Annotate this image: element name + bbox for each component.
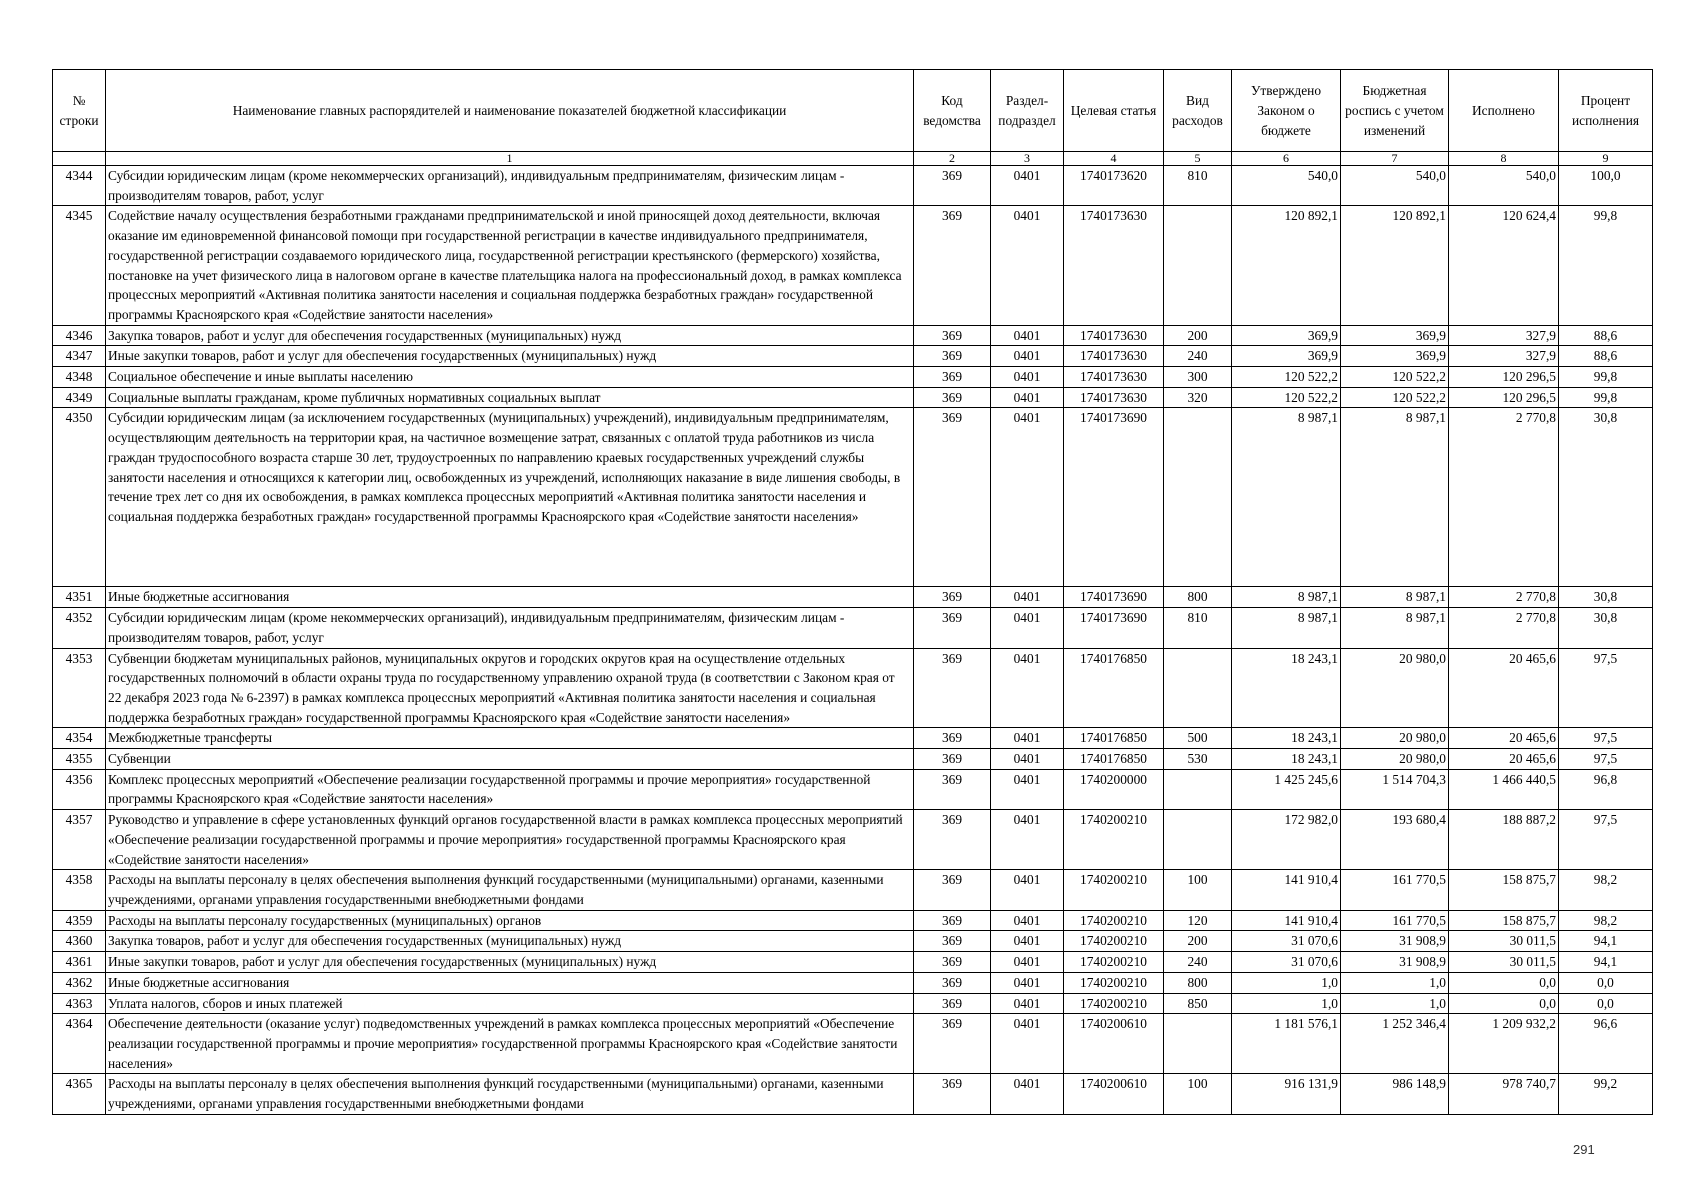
expense-type [1164, 648, 1232, 728]
expense-type: 800 [1164, 972, 1232, 993]
section-code: 0401 [991, 346, 1064, 367]
budget-amount: 1,0 [1341, 993, 1449, 1014]
percent-value: 0,0 [1559, 993, 1653, 1014]
target-code: 1740200000 [1064, 769, 1164, 809]
header-exp-type: Вид расходов [1164, 70, 1232, 152]
row-name: Субсидии юридическим лицам (кроме некоммерческих организаций), индивидуальным предпринимателям, физическим лицам - производителям товаров, работ, услуг [106, 608, 914, 648]
column-number: 8 [1449, 152, 1559, 166]
approved-amount: 8 987,1 [1232, 408, 1341, 587]
executed-amount: 2 770,8 [1449, 408, 1559, 587]
budget-amount: 8 987,1 [1341, 608, 1449, 648]
expense-type: 300 [1164, 367, 1232, 388]
approved-amount: 141 910,4 [1232, 870, 1341, 910]
percent-value: 100,0 [1559, 166, 1653, 206]
expense-type [1164, 810, 1232, 870]
row-name: Комплекс процессных мероприятий «Обеспечение реализации государственной программы и прочие мероприятия» государственной программы Красноярского края «Содействие занятости населения» [106, 769, 914, 809]
percent-value: 30,8 [1559, 608, 1653, 648]
row-number: 4346 [53, 325, 106, 346]
dept-code: 369 [914, 587, 991, 608]
dept-code: 369 [914, 1014, 991, 1074]
table-row [53, 387, 1653, 408]
executed-amount: 120 624,4 [1449, 206, 1559, 325]
target-code: 1740173630 [1064, 206, 1164, 325]
header-section: Раздел-подраздел [991, 70, 1064, 152]
section-code: 0401 [991, 993, 1064, 1014]
header-budget-list: Бюджетная роспись с учетом изменений [1341, 70, 1449, 152]
dept-code: 369 [914, 972, 991, 993]
expense-type: 200 [1164, 931, 1232, 952]
target-code: 1740200210 [1064, 810, 1164, 870]
column-number: 1 [106, 152, 914, 166]
target-code: 1740173620 [1064, 166, 1164, 206]
target-code: 1740173690 [1064, 408, 1164, 587]
dept-code: 369 [914, 206, 991, 325]
section-code: 0401 [991, 952, 1064, 973]
dept-code: 369 [914, 367, 991, 388]
budget-amount: 193 680,4 [1341, 810, 1449, 870]
target-code: 1740176850 [1064, 749, 1164, 770]
row-name: Расходы на выплаты персоналу в целях обеспечения выполнения функций государственными (муниципальными) органами, казенными учреждениями, органами управления государственными внебюджетными фондами [106, 870, 914, 910]
row-name: Субсидии юридическим лицам (за исключением государственных (муниципальных) учреждений), индивидуальным предпринимателям, осуществляющим деятельность на территории края, на частичное возмещение затрат, связанных с оплатой труда работников из числа граждан трудоспособного возраста старше 30 лет, трудоустроенных по направлению краевых государственных учреждений службы занятости населения и относящихся к категории лиц, освобожденных из учреждений, исполняющих наказание в виде лишения свободы, в течение трех лет со дня их освобождения, в рамках комплекса процессных мероприятий «Активная политика занятости населения и социальная поддержка безработных граждан» государственной программы Красноярского края «Содействие занятости населения» [106, 408, 914, 587]
page-number: 291 [1573, 1142, 1595, 1157]
column-numbers-row [53, 152, 1653, 166]
row-number: 4344 [53, 166, 106, 206]
row-number: 4355 [53, 749, 106, 770]
column-number: 9 [1559, 152, 1653, 166]
budget-table [52, 69, 1653, 1115]
table-row [53, 749, 1653, 770]
target-code: 1740173630 [1064, 325, 1164, 346]
approved-amount: 1 181 576,1 [1232, 1014, 1341, 1074]
dept-code: 369 [914, 1074, 991, 1114]
target-code: 1740173630 [1064, 387, 1164, 408]
row-name: Уплата налогов, сборов и иных платежей [106, 993, 914, 1014]
table-row [53, 206, 1653, 325]
approved-amount: 1 425 245,6 [1232, 769, 1341, 809]
section-code: 0401 [991, 931, 1064, 952]
executed-amount: 20 465,6 [1449, 749, 1559, 770]
approved-amount: 172 982,0 [1232, 810, 1341, 870]
executed-amount: 20 465,6 [1449, 728, 1559, 749]
row-name: Иные бюджетные ассигнования [106, 972, 914, 993]
budget-amount: 120 522,2 [1341, 387, 1449, 408]
target-code: 1740176850 [1064, 648, 1164, 728]
expense-type: 120 [1164, 910, 1232, 931]
table-row [53, 346, 1653, 367]
header-percent: Процент исполнения [1559, 70, 1653, 152]
approved-amount: 18 243,1 [1232, 648, 1341, 728]
row-number: 4348 [53, 367, 106, 388]
approved-amount: 120 522,2 [1232, 387, 1341, 408]
row-name: Закупка товаров, работ и услуг для обеспечения государственных (муниципальных) нужд [106, 325, 914, 346]
section-code: 0401 [991, 810, 1064, 870]
percent-value: 98,2 [1559, 870, 1653, 910]
row-number: 4362 [53, 972, 106, 993]
row-name: Иные бюджетные ассигнования [106, 587, 914, 608]
expense-type: 100 [1164, 1074, 1232, 1114]
expense-type: 810 [1164, 166, 1232, 206]
budget-amount: 120 522,2 [1341, 367, 1449, 388]
percent-value: 97,5 [1559, 728, 1653, 749]
section-code: 0401 [991, 206, 1064, 325]
target-code: 1740173630 [1064, 346, 1164, 367]
table-row [53, 931, 1653, 952]
column-number: 2 [914, 152, 991, 166]
percent-value: 88,6 [1559, 346, 1653, 367]
expense-type [1164, 408, 1232, 587]
column-number [53, 152, 106, 166]
budget-amount: 986 148,9 [1341, 1074, 1449, 1114]
section-code: 0401 [991, 648, 1064, 728]
executed-amount: 30 011,5 [1449, 931, 1559, 952]
column-number: 4 [1064, 152, 1164, 166]
executed-amount: 120 296,5 [1449, 387, 1559, 408]
expense-type: 530 [1164, 749, 1232, 770]
target-code: 1740173690 [1064, 587, 1164, 608]
budget-amount: 20 980,0 [1341, 648, 1449, 728]
budget-amount: 161 770,5 [1341, 870, 1449, 910]
row-name: Иные закупки товаров, работ и услуг для обеспечения государственных (муниципальных) нужд [106, 952, 914, 973]
executed-amount: 978 740,7 [1449, 1074, 1559, 1114]
target-code: 1740173630 [1064, 367, 1164, 388]
row-number: 4354 [53, 728, 106, 749]
row-name: Закупка товаров, работ и услуг для обеспечения государственных (муниципальных) нужд [106, 931, 914, 952]
approved-amount: 120 892,1 [1232, 206, 1341, 325]
approved-amount: 1,0 [1232, 993, 1341, 1014]
table-row [53, 408, 1653, 587]
row-name: Социальное обеспечение и иные выплаты населению [106, 367, 914, 388]
target-code: 1740200210 [1064, 952, 1164, 973]
column-number: 5 [1164, 152, 1232, 166]
target-code: 1740200210 [1064, 931, 1164, 952]
budget-amount: 20 980,0 [1341, 749, 1449, 770]
dept-code: 369 [914, 769, 991, 809]
column-number: 3 [991, 152, 1064, 166]
section-code: 0401 [991, 870, 1064, 910]
approved-amount: 540,0 [1232, 166, 1341, 206]
table-row [53, 608, 1653, 648]
table-row [53, 728, 1653, 749]
target-code: 1740200210 [1064, 993, 1164, 1014]
budget-amount: 1 514 704,3 [1341, 769, 1449, 809]
dept-code: 369 [914, 952, 991, 973]
approved-amount: 18 243,1 [1232, 728, 1341, 749]
dept-code: 369 [914, 810, 991, 870]
executed-amount: 327,9 [1449, 346, 1559, 367]
approved-amount: 8 987,1 [1232, 608, 1341, 648]
percent-value: 96,6 [1559, 1014, 1653, 1074]
dept-code: 369 [914, 749, 991, 770]
row-name: Межбюджетные трансферты [106, 728, 914, 749]
approved-amount: 141 910,4 [1232, 910, 1341, 931]
section-code: 0401 [991, 769, 1064, 809]
row-number: 4356 [53, 769, 106, 809]
budget-amount: 369,9 [1341, 346, 1449, 367]
percent-value: 97,5 [1559, 749, 1653, 770]
section-code: 0401 [991, 587, 1064, 608]
percent-value: 94,1 [1559, 931, 1653, 952]
section-code: 0401 [991, 1074, 1064, 1114]
table-row [53, 910, 1653, 931]
executed-amount: 30 011,5 [1449, 952, 1559, 973]
row-number: 4351 [53, 587, 106, 608]
dept-code: 369 [914, 608, 991, 648]
expense-type: 320 [1164, 387, 1232, 408]
budget-amount: 8 987,1 [1341, 587, 1449, 608]
percent-value: 99,2 [1559, 1074, 1653, 1114]
row-name: Социальные выплаты гражданам, кроме публичных нормативных социальных выплат [106, 387, 914, 408]
table-row [53, 769, 1653, 809]
row-number: 4347 [53, 346, 106, 367]
expense-type [1164, 769, 1232, 809]
row-number: 4364 [53, 1014, 106, 1074]
budget-amount: 1 252 346,4 [1341, 1014, 1449, 1074]
section-code: 0401 [991, 1014, 1064, 1074]
approved-amount: 1,0 [1232, 972, 1341, 993]
table-row [53, 810, 1653, 870]
dept-code: 369 [914, 648, 991, 728]
percent-value: 99,8 [1559, 206, 1653, 325]
budget-amount: 120 892,1 [1341, 206, 1449, 325]
header-executed: Исполнено [1449, 70, 1559, 152]
header-name: Наименование главных распорядителей и наименование показателей бюджетной классификации [106, 70, 914, 152]
dept-code: 369 [914, 993, 991, 1014]
dept-code: 369 [914, 910, 991, 931]
column-number: 6 [1232, 152, 1341, 166]
row-number: 4365 [53, 1074, 106, 1114]
approved-amount: 369,9 [1232, 325, 1341, 346]
approved-amount: 31 070,6 [1232, 931, 1341, 952]
expense-type: 800 [1164, 587, 1232, 608]
budget-amount: 161 770,5 [1341, 910, 1449, 931]
dept-code: 369 [914, 166, 991, 206]
row-number: 4361 [53, 952, 106, 973]
row-name: Расходы на выплаты персоналу в целях обеспечения выполнения функций государственными (муниципальными) органами, казенными учреждениями, органами управления государственными внебюджетными фондами [106, 1074, 914, 1114]
target-code: 1740176850 [1064, 728, 1164, 749]
header-target: Целевая статья [1064, 70, 1164, 152]
target-code: 1740200210 [1064, 972, 1164, 993]
section-code: 0401 [991, 166, 1064, 206]
table-row [53, 367, 1653, 388]
executed-amount: 0,0 [1449, 972, 1559, 993]
approved-amount: 31 070,6 [1232, 952, 1341, 973]
budget-amount: 20 980,0 [1341, 728, 1449, 749]
section-code: 0401 [991, 367, 1064, 388]
expense-type: 500 [1164, 728, 1232, 749]
row-number: 4357 [53, 810, 106, 870]
target-code: 1740173690 [1064, 608, 1164, 648]
header-row-no: № строки [53, 70, 106, 152]
dept-code: 369 [914, 387, 991, 408]
percent-value: 97,5 [1559, 810, 1653, 870]
executed-amount: 188 887,2 [1449, 810, 1559, 870]
expense-type: 200 [1164, 325, 1232, 346]
percent-value: 88,6 [1559, 325, 1653, 346]
expense-type: 100 [1164, 870, 1232, 910]
table-row [53, 1074, 1653, 1114]
executed-amount: 158 875,7 [1449, 910, 1559, 931]
dept-code: 369 [914, 325, 991, 346]
target-code: 1740200610 [1064, 1074, 1164, 1114]
dept-code: 369 [914, 931, 991, 952]
percent-value: 99,8 [1559, 367, 1653, 388]
table-row [53, 1014, 1653, 1074]
row-name: Руководство и управление в сфере установленных функций органов государственной власти в рамках комплекса процессных мероприятий «Обеспечение реализации государственной программы и прочие мероприятия» государственной программы Красноярского края «Содействие занятости населения» [106, 810, 914, 870]
executed-amount: 2 770,8 [1449, 608, 1559, 648]
percent-value: 30,8 [1559, 408, 1653, 587]
row-number: 4353 [53, 648, 106, 728]
target-code: 1740200210 [1064, 910, 1164, 931]
budget-amount: 540,0 [1341, 166, 1449, 206]
header-dept-code: Код ведомства [914, 70, 991, 152]
expense-type [1164, 206, 1232, 325]
column-number: 7 [1341, 152, 1449, 166]
budget-amount: 31 908,9 [1341, 931, 1449, 952]
row-name: Субвенции бюджетам муниципальных районов, муниципальных округов и городских округов края на осуществление отдельных государственных полномочий в области охраны труда по государственному управлению охраной труда (в соответствии с Законом края от 22 декабря 2023 года № 6-2397) в рамках комплекса процессных мероприятий «Активная политика занятости населения и социальная поддержка безработных граждан» государственной программы Красноярского края «Содействие занятости населения» [106, 648, 914, 728]
section-code: 0401 [991, 608, 1064, 648]
approved-amount: 18 243,1 [1232, 749, 1341, 770]
row-name: Расходы на выплаты персоналу государственных (муниципальных) органов [106, 910, 914, 931]
row-number: 4359 [53, 910, 106, 931]
row-number: 4360 [53, 931, 106, 952]
budget-amount: 31 908,9 [1341, 952, 1449, 973]
section-code: 0401 [991, 749, 1064, 770]
executed-amount: 1 209 932,2 [1449, 1014, 1559, 1074]
budget-amount: 369,9 [1341, 325, 1449, 346]
dept-code: 369 [914, 870, 991, 910]
section-code: 0401 [991, 728, 1064, 749]
section-code: 0401 [991, 972, 1064, 993]
table-row [53, 993, 1653, 1014]
expense-type: 850 [1164, 993, 1232, 1014]
percent-value: 97,5 [1559, 648, 1653, 728]
section-code: 0401 [991, 408, 1064, 587]
dept-code: 369 [914, 346, 991, 367]
percent-value: 94,1 [1559, 952, 1653, 973]
executed-amount: 327,9 [1449, 325, 1559, 346]
header-row [53, 70, 1653, 152]
table-row [53, 166, 1653, 206]
executed-amount: 20 465,6 [1449, 648, 1559, 728]
section-code: 0401 [991, 387, 1064, 408]
table-row [53, 870, 1653, 910]
expense-type: 810 [1164, 608, 1232, 648]
approved-amount: 916 131,9 [1232, 1074, 1341, 1114]
section-code: 0401 [991, 325, 1064, 346]
percent-value: 96,8 [1559, 769, 1653, 809]
executed-amount: 158 875,7 [1449, 870, 1559, 910]
executed-amount: 2 770,8 [1449, 587, 1559, 608]
row-name: Иные закупки товаров, работ и услуг для обеспечения государственных (муниципальных) нужд [106, 346, 914, 367]
budget-amount: 1,0 [1341, 972, 1449, 993]
table-row [53, 587, 1653, 608]
row-number: 4352 [53, 608, 106, 648]
executed-amount: 1 466 440,5 [1449, 769, 1559, 809]
row-name: Обеспечение деятельности (оказание услуг) подведомственных учреждений в рамках комплекса процессных мероприятий «Обеспечение реализации государственной программы и прочие мероприятия» государственной программы Красноярского края «Содействие занятости населения» [106, 1014, 914, 1074]
row-name: Субсидии юридическим лицам (кроме некоммерческих организаций), индивидуальным предпринимателям, физическим лицам - производителям товаров, работ, услуг [106, 166, 914, 206]
table-row [53, 952, 1653, 973]
dept-code: 369 [914, 408, 991, 587]
executed-amount: 0,0 [1449, 993, 1559, 1014]
dept-code: 369 [914, 728, 991, 749]
row-number: 4350 [53, 408, 106, 587]
row-name: Субвенции [106, 749, 914, 770]
expense-type: 240 [1164, 346, 1232, 367]
percent-value: 0,0 [1559, 972, 1653, 993]
row-number: 4363 [53, 993, 106, 1014]
table-row [53, 972, 1653, 993]
row-number: 4349 [53, 387, 106, 408]
row-number: 4345 [53, 206, 106, 325]
target-code: 1740200610 [1064, 1014, 1164, 1074]
row-number: 4358 [53, 870, 106, 910]
table-row [53, 325, 1653, 346]
table-row [53, 648, 1653, 728]
percent-value: 30,8 [1559, 587, 1653, 608]
approved-amount: 369,9 [1232, 346, 1341, 367]
section-code: 0401 [991, 910, 1064, 931]
percent-value: 98,2 [1559, 910, 1653, 931]
approved-amount: 120 522,2 [1232, 367, 1341, 388]
expense-type [1164, 1014, 1232, 1074]
expense-type: 240 [1164, 952, 1232, 973]
row-name: Содействие началу осуществления безработными гражданами предпринимательской и иной приносящей доход деятельности, включая оказание им единовременной финансовой помощи при государственной регистрации в качестве индивидуального предпринимателя, государственной регистрации создаваемого юридического лица, государственной регистрации крестьянского (фермерского) хозяйства, постановке на учет физического лица в налоговом органе в качестве плательщика налога на профессиональный доход, в рамках комплекса процессных мероприятий «Активная политика занятости населения и социальная поддержка безработных граждан» государственной программы Красноярского края «Содействие занятости населения» [106, 206, 914, 325]
percent-value: 99,8 [1559, 387, 1653, 408]
target-code: 1740200210 [1064, 870, 1164, 910]
executed-amount: 120 296,5 [1449, 367, 1559, 388]
header-approved: Утверждено Законом о бюджете [1232, 70, 1341, 152]
executed-amount: 540,0 [1449, 166, 1559, 206]
table-body [53, 166, 1653, 1115]
budget-amount: 8 987,1 [1341, 408, 1449, 587]
approved-amount: 8 987,1 [1232, 587, 1341, 608]
